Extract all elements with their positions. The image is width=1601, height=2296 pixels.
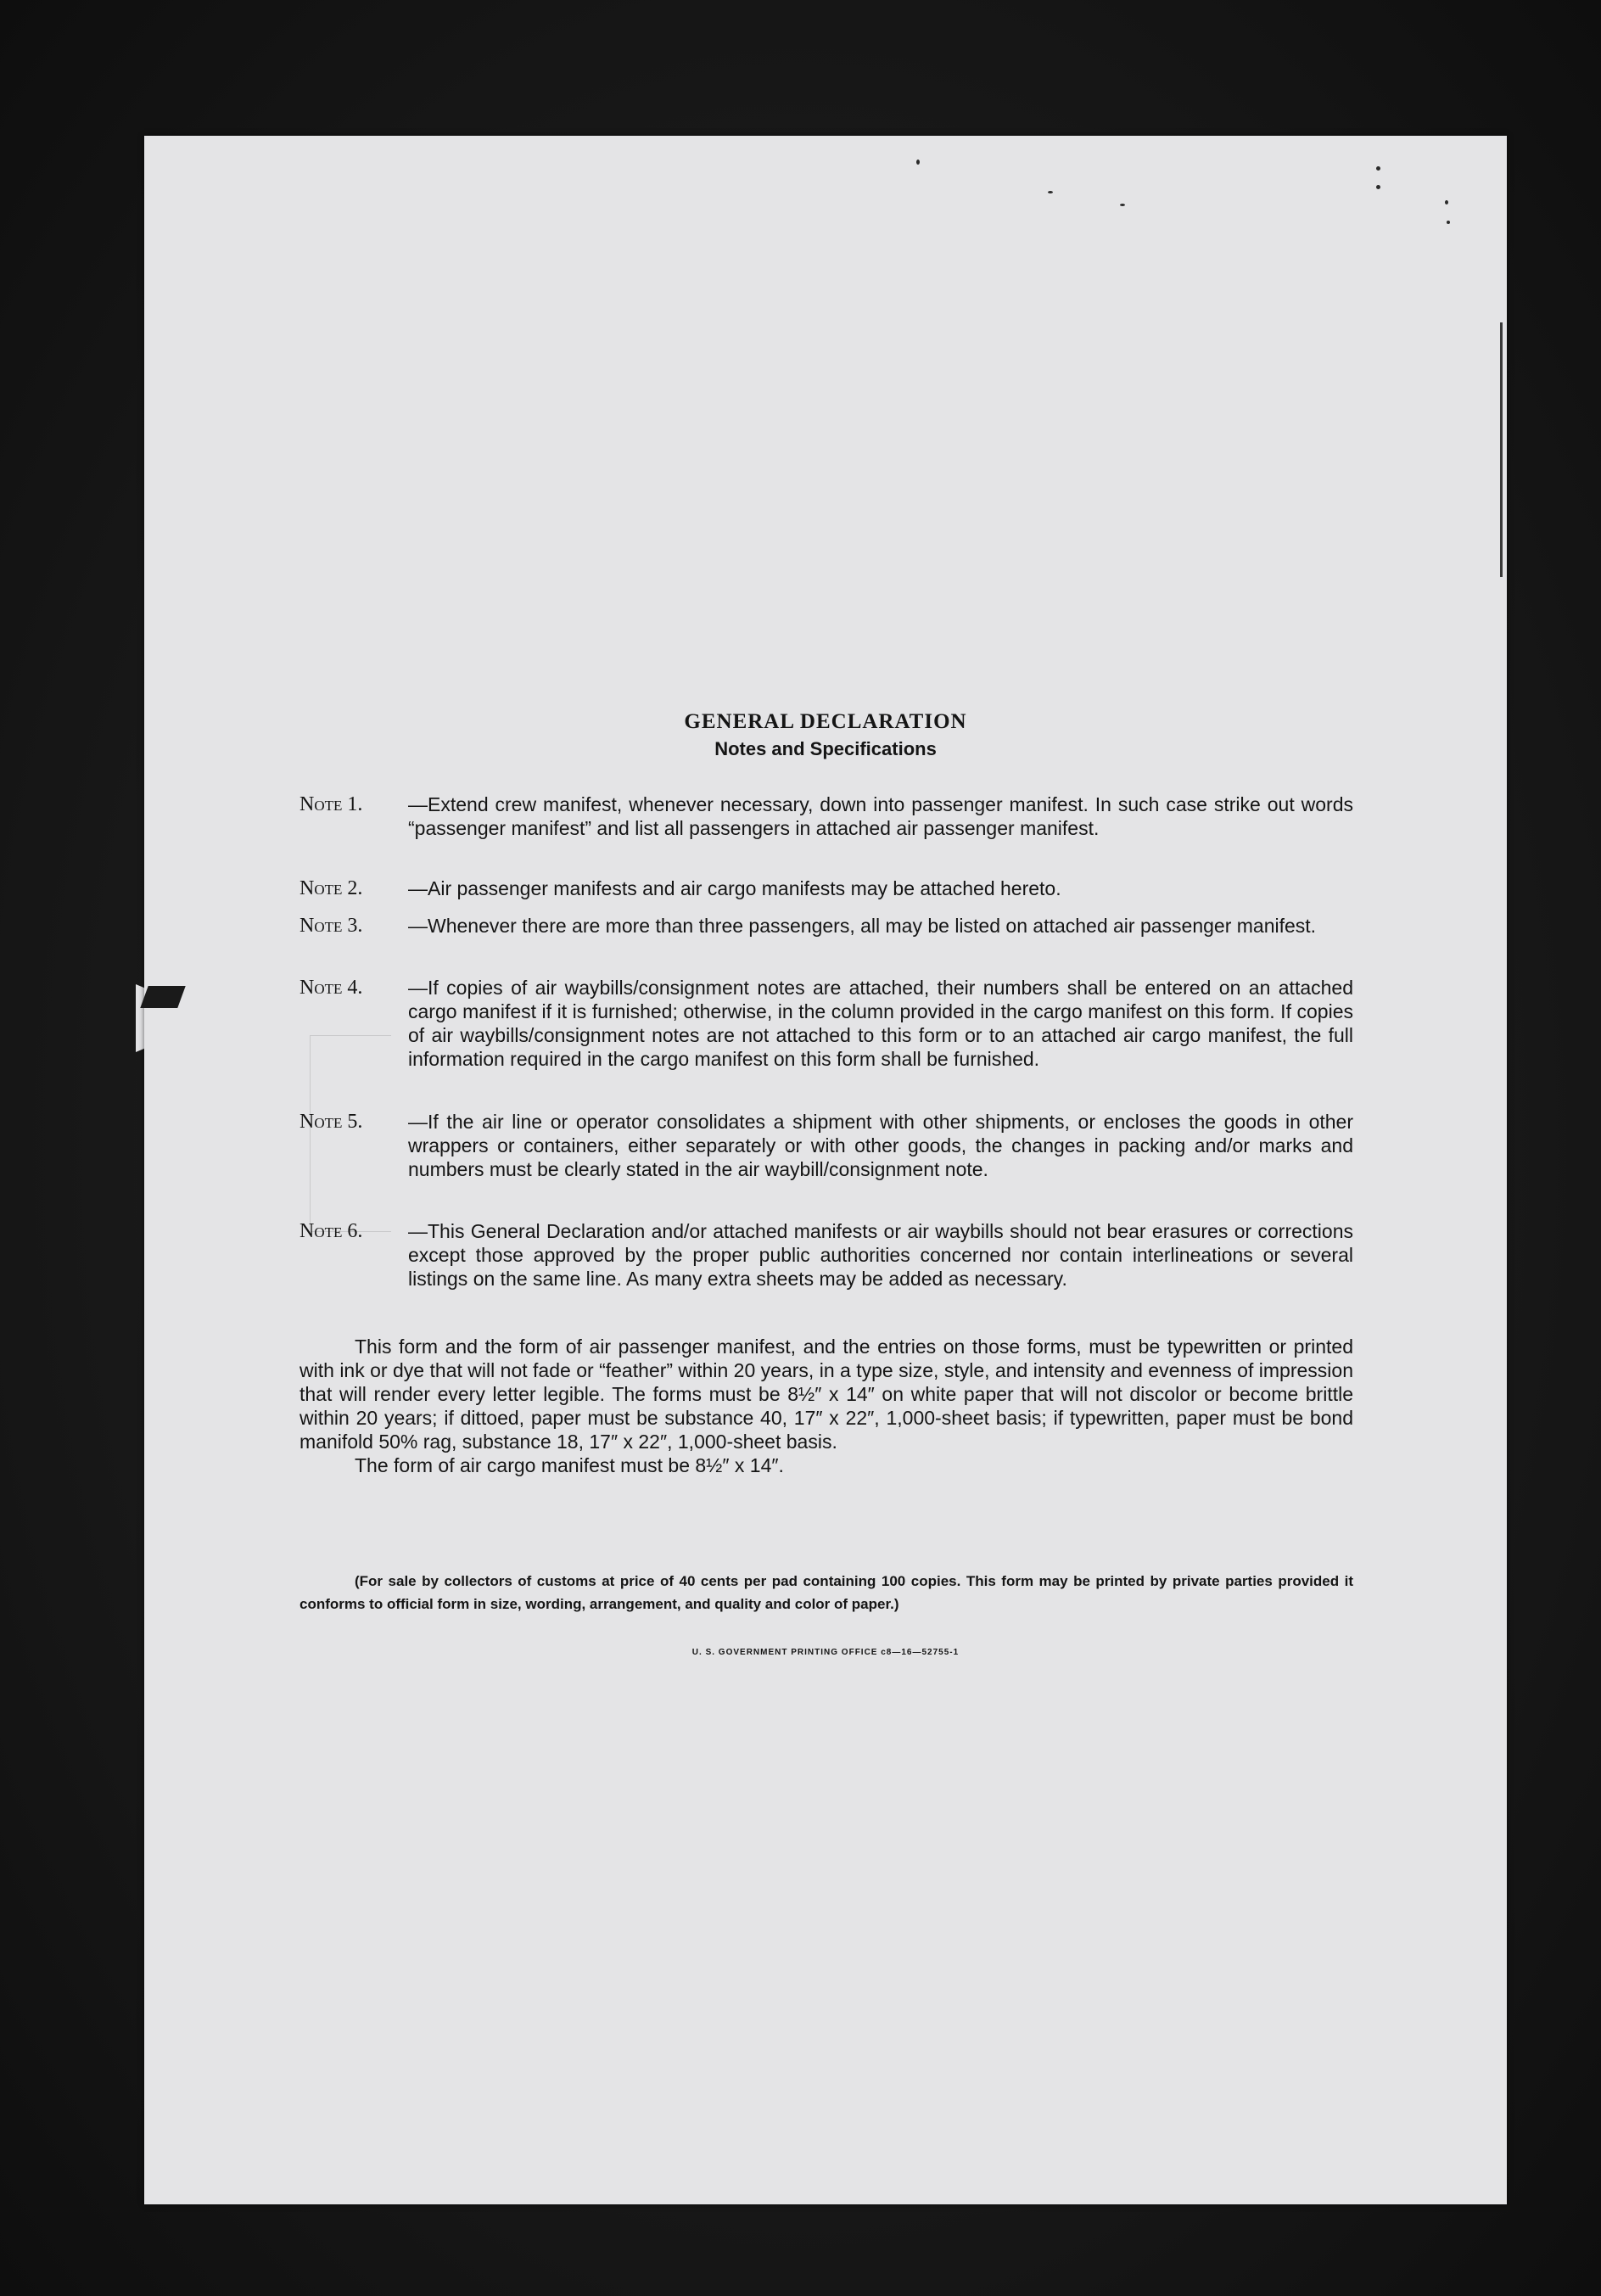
paragraph-text: This form and the form of air passenger manifest, and the entries on those forms, must be typewritten or printed with ink or dye that will not fade or “feather” within 20 years, in a type size, style, and intensity and evenness of impression that will render every letter legible. The forms must be 8½″ x 14″ on white paper that will not discolor or become brittle within 20 years; if dittoed, paper must be substance 40, 17″ x 22″, 1,000-sheet basis; if typewritten, paper must be bond manifold 50% rag, substance 18, 17″ x 22″, 1,000-sheet basis. [299, 1336, 1353, 1453]
document-title: GENERAL DECLARATION [684, 710, 967, 733]
note-label: Note 6. [299, 1220, 363, 1242]
document-subtitle: Notes and Specifications [714, 738, 937, 759]
note-text: —Extend crew manifest, whenever necessary, down into passenger manifest. In such case strike out words “passenger manifest” and list all passengers in attached air passenger manifest. [408, 793, 1353, 839]
dust-speck [1445, 200, 1448, 204]
paragraph-cargo-manifest [299, 1453, 1353, 1477]
note-5 [299, 1110, 1353, 1181]
dust-speck [1447, 221, 1450, 224]
note-text: —If the air line or operator consolidates a shipment with other shipments, or encloses the goods in other wrappers or containers, either separately or with other goods, the changes in packing and/or marks and numbers must be clearly stated in the air waybill/consignment note. [408, 1111, 1353, 1180]
sale-notice: (For sale by collectors of customs at price of 40 cents per pad containing 100 copies. This form may be printed by private parties provided it conforms to official form in size, wording, arrangement, and quality and color of paper.) [299, 1573, 1353, 1612]
note-text: —Air passenger manifests and air cargo manifests may be attached hereto. [408, 877, 1061, 899]
paragraph-text: The form of air cargo manifest must be 8½″ x 14″. [355, 1454, 784, 1476]
dust-speck [916, 160, 920, 165]
dust-speck [1376, 185, 1380, 189]
note-1 [299, 792, 1353, 840]
dust-speck [1048, 191, 1053, 193]
dust-speck [1120, 204, 1125, 206]
note-label: Note 1. [299, 793, 363, 815]
dust-speck [1376, 166, 1380, 171]
note-4 [299, 976, 1353, 1071]
document-page [144, 136, 1507, 2204]
note-label: Note 4. [299, 977, 363, 999]
printer-imprint: U. S. GOVERNMENT PRINTING OFFICE c8—16—52755-1 [691, 1648, 960, 1657]
paragraph-requirements [299, 1335, 1353, 1453]
note-text: —This General Declaration and/or attached manifests or air waybills should not bear erasures or corrections except those approved by the proper public authorities concerned nor contain interlineations or several listings on the same line. As many extra sheets may be added as necessary. [408, 1220, 1353, 1290]
bleed-through-mark [731, 482, 916, 629]
note-6 [299, 1219, 1353, 1291]
note-label: Note 2. [299, 877, 363, 899]
note-label: Note 3. [299, 915, 363, 937]
note-2 [299, 876, 1353, 900]
note-3 [299, 914, 1353, 938]
note-text: —Whenever there are more than three passengers, all may be listed on attached air passenger manifest. [408, 915, 1317, 937]
dust-speck [1500, 322, 1503, 577]
note-text: —If copies of air waybills/consignment notes are attached, their numbers shall be entered on an attached cargo manifest if it is furnished; otherwise, in the column provided in the cargo manifest on this form. If copies of air waybills/consignment notes are not attached to this form or to an attached air cargo manifest, the full information required in the cargo manifest on this form shall be furnished. [408, 977, 1353, 1070]
note-label: Note 5. [299, 1111, 363, 1133]
